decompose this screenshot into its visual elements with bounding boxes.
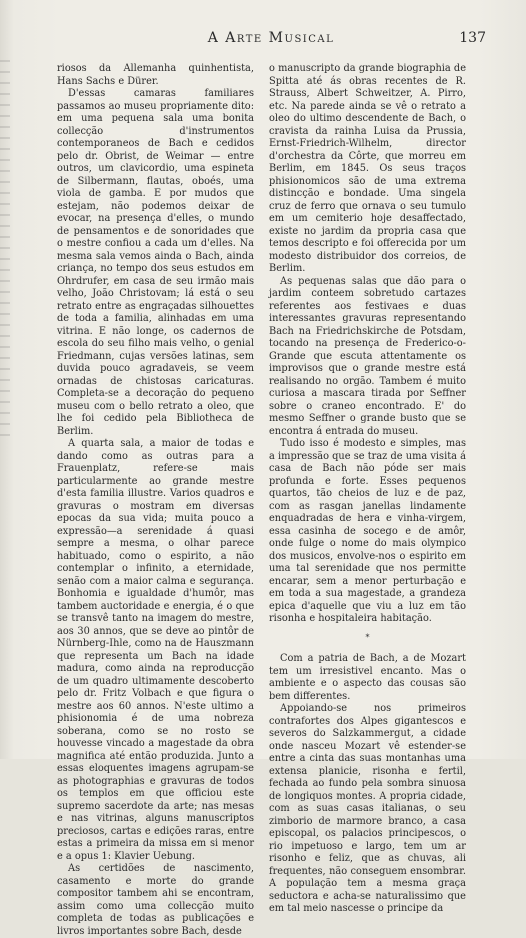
section-separator: *	[365, 632, 370, 642]
paragraph: Com a patria de Bach, a de Mozart tem um irresistivel encanto. Mas o ambiente e o aspecto das cousas são bem differentes.	[269, 653, 466, 702]
paragraph: D'essas camaras familiares passamos ao museu propriamente dito: em uma pequena sala uma bonita collecção d'instrumentos contemporaneos de Bach e cedidos pelo dr. Obrist, de Weimar — entre outros, um clavicordio, uma espineta de Silbermann, flautas, oboés, uma viola de gamba. E por mudos que estejam, não podemos deixar de evocar, na presença d'elles, o mundo de pensamentos e de sonoridades que o mestre confiou a cada um d'elles. Na mesma sala vemos ainda o Bach, ainda criança, no tempo dos seus estudos em Ohrdrufer, em casa de seu irmão mais velho, João Christovam; lá está o seu retrato entre as engraçadas silhouettes de toda a familia, alinhadas em uma vitrina. E não longe, os cadernos de escola do seu filho mais velho, o genial Friedmann, cujas versões latinas, sem duvida pouco agradaveis, se veem ornadas de chistosas caricaturas. Completa-se a decoração do pequeno museu com o bello retrato a oleo, que lhe foi cedido pela Bibliotheca de Berlim.	[57, 88, 254, 437]
left-column	[57, 63, 254, 938]
paragraph: o manuscripto da grande biographia de Spitta até ás obras recentes de R. Strauss, Albert Schweitzer, A. Pirro, etc. Na parede ainda se vê o retrato a oleo do ultimo descendente de Bach, o cravista da rainha Luisa da Prussia, Ernst-Friedrich-Wilhelm, director d'orchestra da Côrte, que morreu em Berlim, em 1845. Os seus traços phisionomicos são de uma extrema distincção e bondade. Uma singela cruz de ferro que ornava o seu tumulo em um cemiterio hoje desaffectado, existe no jardim da propria casa que temos descripto e foi offerecida por um modesto distribuidor dos correios, de Berlim.	[269, 63, 466, 274]
gutter-bleed-through	[0, 60, 10, 440]
running-head	[56, 30, 486, 50]
page-number: 137	[459, 30, 486, 46]
paragraph: As certidões de nascimento, casamento e morte do grande compositor tambem ahi se encontram, assim como uma collecção muito completa de todas as publicações e livros importantes sobre Bach, desde	[57, 863, 254, 937]
paragraph: As pequenas salas que dão para o jardim conteem sobretudo cartazes referentes aos festivaes e duas interessantes gravuras representando Bach na Friedrichskirche de Potsdam, tocando na presença de Frederico-o-Grande que escuta attentamente os improvisos que o grande mestre está realisando no orgão. Tambem é muito curiosa a mascara tirada por Seffner sobre o craneo encontrado. E' do mesmo Seffner o grande busto que se encontra á entrada do museu.	[269, 275, 466, 437]
paragraph: Tudo isso é modesto e simples, mas a impressão que se traz de uma visita á casa de Bach não póde ser mais profunda e forte. Esses pequenos quartos, tão cheios de luz e de paz, com as rasgan janellas lindamente enquadradas de hera e vinha-virgem, essa casinha de socego e de amôr, onde fulge o nome do mais olympico dos musicos, envolve-nos o espirito em uma tal serenidade que nos permitte encarar, sem a menor perturbação e em toda a sua magestade, a grandeza epica d'aquelle que viu a luz em tão risonha e hospitaleira habitação.	[269, 438, 466, 624]
running-head-title: A Arte Musical	[207, 30, 335, 46]
paragraph: Appoiando-se nos primeiros contrafortes dos Alpes gigantescos e severos do Salzkammergut, a cidade onde nasceu Mozart vê estender-se entre a cinta das suas montanhas uma extensa planicie, risonha e fertil, fechada ao fundo pela sombra sinuosa de longiquos montes. A propria cidade, com as suas casas italianas, o seu zimborio de marmore branco, a casa episcopal, os palacios principescos, o rio impetuoso e largo, tem um ar risonho e feliz, que as chuvas, ali frequentes, não conseguem ensombrar. A população tem a mesma graça seductora e acha-se naturalissimo que em tal meio nascesse o principe da	[269, 703, 466, 914]
paragraph: A quarta sala, a maior de todas e dando como as outras para a Frauenplatz, refere-se mais particularmente ao grande mestre d'esta familia illustre. Varios quadros e gravuras o mostram em diversas epocas da sua vida; muita pouco a expressão—a serenidade á quasi sempre a mesma, o olhar parece habituado, como o espirito, a não contemplar o infinito, a eternidade, senão com a maior calma e segurança. Bonhomia e igualdade d'humôr, mas tambem auctoridade e energia, é o que se transvê tanto na imagem do mestre, aos 30 annos, que se deve ao pintôr de Nürnberg-Ihle, como na de Hauszmann que representa um Bach na idade madura, como ainda na reproducção de um quadro ultimamente descoberto pelo dr. Fritz Volbach e que figura o mestre aos 60 annos. N'este ultimo a phisionomia é de uma nobreza soberana, como se no rosto se houvesse vincado a magestade da obra magnifica até então produzida. Junto a essas eloquentes imagens agrupam-se as photographias e gravuras de todos os templos em que officiou este supremo sacerdote da arte; nas mesas e nas vitrinas, alguns manuscriptos preciosos, cartas e edições raras, entre estas a primeira da missa em si menor e a opus 1: Klavier Uebung.	[57, 438, 254, 862]
right-column	[269, 63, 466, 916]
paragraph: riosos da Allemanha quinhentista, Hans Sachs e Dürer.	[57, 63, 254, 87]
